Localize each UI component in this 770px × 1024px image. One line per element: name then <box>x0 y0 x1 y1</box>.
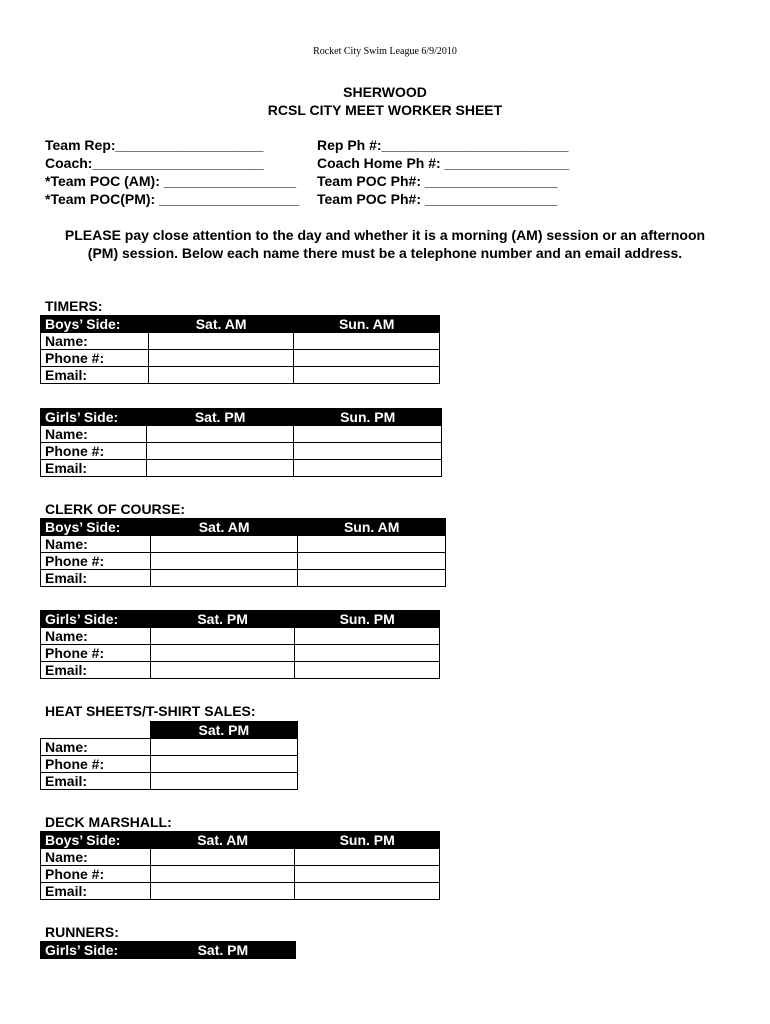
row-label: Name: <box>41 426 147 443</box>
side-header: Boys’ Side: <box>41 316 149 333</box>
column-header: Sat. PM <box>150 722 297 739</box>
entry-cell[interactable] <box>294 350 440 367</box>
runners-table <box>40 941 296 959</box>
row-label: Email: <box>41 570 151 587</box>
entry-cell[interactable] <box>150 662 295 679</box>
entry-cell[interactable] <box>295 883 440 900</box>
heat-sheets-label: HEAT SHEETS/T-SHIRT SALES: <box>45 703 256 719</box>
entry-cell[interactable] <box>150 739 297 756</box>
column-header: Sun. PM <box>295 832 440 849</box>
runners-label: RUNNERS: <box>45 924 119 940</box>
document-header: Rocket City Swim League 6/9/2010 <box>313 46 457 57</box>
row-label: Phone #: <box>41 350 149 367</box>
clerk-girls-table <box>40 610 440 679</box>
clerk-boys-table <box>40 518 446 587</box>
row-label: Phone #: <box>41 756 151 773</box>
column-header: Sat. PM <box>146 409 294 426</box>
deck-marshall-table <box>40 831 440 900</box>
heat-sheets-table <box>40 721 298 790</box>
entry-cell[interactable] <box>294 426 442 443</box>
sheet-title: RCSL CITY MEET WORKER SHEET <box>267 102 503 118</box>
row-label: Email: <box>41 662 151 679</box>
entry-cell[interactable] <box>295 662 440 679</box>
side-header: Boys’ Side: <box>41 519 151 536</box>
column-header: Sat. PM <box>150 611 295 628</box>
side-header: Girls’ Side: <box>41 409 147 426</box>
row-label: Name: <box>41 739 151 756</box>
team-poc-phone-field-1[interactable]: Team POC Ph#: _________________ <box>317 173 558 189</box>
column-header: Sun. PM <box>294 409 442 426</box>
entry-cell[interactable] <box>150 883 295 900</box>
entry-cell[interactable] <box>298 570 446 587</box>
column-header: Sun. PM <box>295 611 440 628</box>
side-header: Girls’ Side: <box>41 611 151 628</box>
column-header: Sun. AM <box>294 316 440 333</box>
row-label: Phone #: <box>41 866 151 883</box>
team-poc-am-field[interactable]: *Team POC (AM): _________________ <box>45 173 297 189</box>
entry-cell[interactable] <box>150 866 295 883</box>
column-header: Sat. AM <box>150 519 298 536</box>
timers-boys-table <box>40 315 440 384</box>
coach-home-phone-field[interactable]: Coach Home Ph #: ________________ <box>317 155 570 171</box>
column-header: Sat. AM <box>148 316 294 333</box>
entry-cell[interactable] <box>150 570 298 587</box>
entry-cell[interactable] <box>298 536 446 553</box>
entry-cell[interactable] <box>295 866 440 883</box>
entry-cell[interactable] <box>148 350 294 367</box>
entry-cell[interactable] <box>294 367 440 384</box>
entry-cell[interactable] <box>150 553 298 570</box>
entry-cell[interactable] <box>150 628 295 645</box>
entry-cell[interactable] <box>150 849 295 866</box>
entry-cell[interactable] <box>146 443 294 460</box>
row-label: Name: <box>41 333 149 350</box>
side-header: Boys’ Side: <box>41 832 151 849</box>
row-label: Email: <box>41 773 151 790</box>
coach-field[interactable]: Coach:______________________ <box>45 155 264 171</box>
team-poc-pm-field[interactable]: *Team POC(PM): __________________ <box>45 191 300 207</box>
entry-cell[interactable] <box>295 645 440 662</box>
deck-marshall-label: DECK MARSHALL: <box>45 814 172 830</box>
clerk-label: CLERK OF COURSE: <box>45 501 185 517</box>
team-poc-phone-field-2[interactable]: Team POC Ph#: _________________ <box>317 191 558 207</box>
timers-girls-table <box>40 408 442 477</box>
entry-cell[interactable] <box>294 333 440 350</box>
instructions-notice: PLEASE pay close attention to the day and whether it is a morning (AM) session or an afternoon (PM) session. Below each name there must be a telephone number and an email address. <box>64 227 706 261</box>
entry-cell[interactable] <box>295 628 440 645</box>
entry-cell[interactable] <box>148 367 294 384</box>
column-header: Sun. AM <box>298 519 446 536</box>
row-label: Phone #: <box>41 443 147 460</box>
entry-cell[interactable] <box>150 756 297 773</box>
timers-label: TIMERS: <box>45 298 103 314</box>
row-label: Name: <box>41 628 151 645</box>
row-label: Email: <box>41 460 147 477</box>
entry-cell[interactable] <box>150 773 297 790</box>
row-label: Phone #: <box>41 645 151 662</box>
entry-cell[interactable] <box>295 849 440 866</box>
entry-cell[interactable] <box>150 536 298 553</box>
row-label: Phone #: <box>41 553 151 570</box>
entry-cell[interactable] <box>146 460 294 477</box>
entry-cell[interactable] <box>146 426 294 443</box>
side-header: Girls’ Side: <box>41 942 151 959</box>
blank-header <box>41 722 151 739</box>
entry-cell[interactable] <box>294 443 442 460</box>
row-label: Email: <box>41 367 149 384</box>
column-header: Sat. PM <box>150 942 295 959</box>
team-title: SHERWOOD <box>343 84 427 100</box>
column-header: Sat. AM <box>150 832 295 849</box>
team-rep-field[interactable]: Team Rep:___________________ <box>45 137 264 153</box>
entry-cell[interactable] <box>294 460 442 477</box>
rep-phone-field[interactable]: Rep Ph #:________________________ <box>317 137 569 153</box>
entry-cell[interactable] <box>148 333 294 350</box>
row-label: Name: <box>41 849 151 866</box>
row-label: Email: <box>41 883 151 900</box>
row-label: Name: <box>41 536 151 553</box>
entry-cell[interactable] <box>298 553 446 570</box>
entry-cell[interactable] <box>150 645 295 662</box>
